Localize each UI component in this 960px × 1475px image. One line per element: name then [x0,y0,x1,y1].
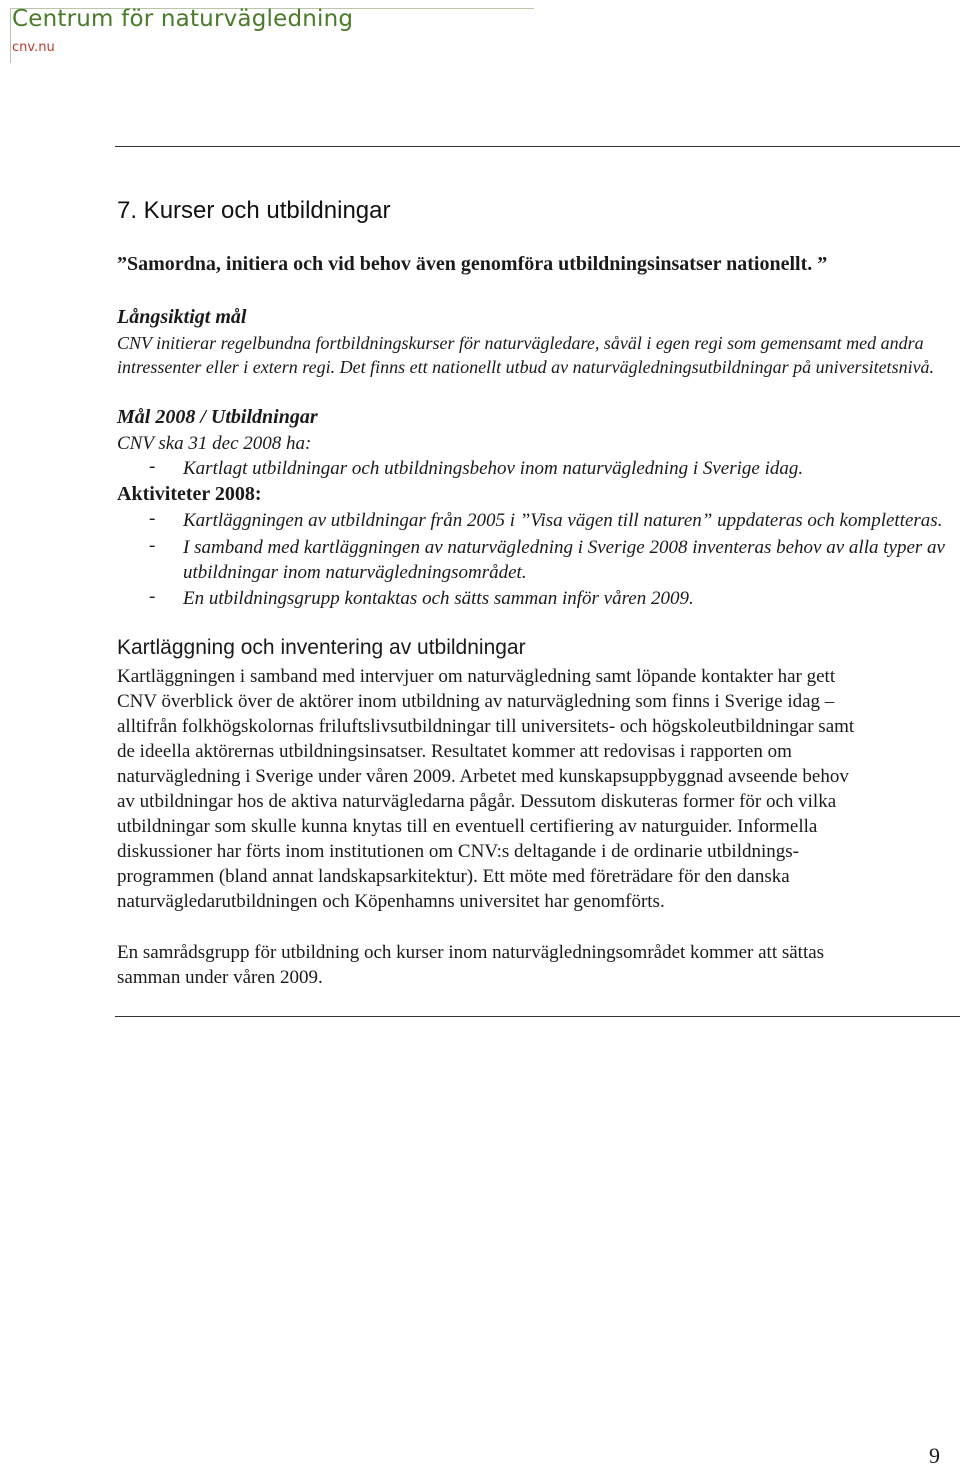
bullet-text: En utbildningsgrupp kontaktas och sätts samman inför våren 2009. [183,588,694,609]
closing-line: En samrådsgrupp för utbildning och kurser inom naturvägledningsområdet kommer att sättas [117,942,825,963]
bullet-dash: - [149,586,156,607]
section-end-divider [115,1016,960,1017]
closing-line: samman under våren 2009. [117,967,323,988]
org-site: cnv.nu [12,40,55,55]
activity-bullet [149,535,945,585]
mapping-line: programmen (bland annat landskapsarkitektur). Ett möte med företrädare för den danska [117,866,790,887]
bullet-text: Kartläggningen av utbildningar från 2005 i ”Visa vägen till naturen” uppdateras och kompletteras. [183,510,943,531]
org-logo-title: Centrum för naturvägledning [12,6,354,32]
goal-2008-heading: Mål 2008 / Utbildningar [117,406,318,428]
activity-bullet [149,586,694,611]
page-number: 9 [929,1443,940,1468]
section-title: 7. Kurser och utbildningar [117,197,391,224]
activity-bullet [149,508,942,533]
mapping-paragraph [117,664,854,914]
mapping-line: utbildningar som skulle kunna knytas till en eventuell certifiering av naturguider. Informella [117,816,818,837]
mapping-heading: Kartläggning och inventering av utbildningar [117,636,526,659]
mapping-line: Kartläggningen i samband med intervjuer om naturvägledning samt löpande kontakter har gett [117,666,836,687]
long-goal-line-2: intressenter eller i extern regi. Det finns ett nationellt utbud av naturvägledningsutbildningar på universitetsnivå. [117,357,935,377]
bullet-text: Kartlagt utbildningar och utbildningsbehov inom naturvägledning i Sverige idag. [183,458,804,479]
mapping-line: naturvägledning i Sverige under våren 2009. Arbetet med kunskapsuppbyggnad avseende behov [117,766,849,787]
mapping-line: de ideella aktörernas utbildningsinsatser. Resultatet kommer att redovisas i rapporten om [117,741,792,762]
header-divider [115,146,960,147]
activities-heading: Aktiviteter 2008: [117,483,262,505]
closing-paragraph [117,940,824,990]
section-lead: ”Samordna, initiera och vid behov även genomföra utbildningsinsatser nationellt. ” [117,253,828,275]
bullet-dash: - [149,535,156,556]
mapping-line: naturvägledarutbildningen och Köpenhamns universitet har genomförts. [117,891,665,912]
mapping-line: diskussioner har förts inom institutionen om CNV:s deltagande i de ordinarie utbildnings- [117,841,799,862]
mapping-line: av utbildningar hos de aktiva naturvägledarna pågår. Dessutom diskuteras former för och vilka [117,791,837,812]
bullet-dash: - [149,456,156,477]
bullet-text-line-2: utbildningar inom naturvägledningsområdet. [183,562,527,583]
mapping-line: alltifrån folkhögskolornas friluftslivsutbildningar till universitets- och högskoleutbildningar samt [117,716,855,737]
goal-2008-bullet [149,456,803,481]
logo-frame-left [10,8,11,63]
bullet-text-line-1: I samband med kartläggningen av naturvägledning i Sverige 2008 inventeras behov av alla typer av [183,537,945,558]
goal-2008-intro: CNV ska 31 dec 2008 ha: [117,433,312,454]
bullet-dash: - [149,508,156,529]
long-goal-line-1: CNV initierar regelbundna fortbildningskurser för naturvägledare, såväl i egen regi som gemensamt med andra [117,333,924,353]
mapping-line: CNV överblick över de aktörer inom utbildning av naturvägledning som finns i Sverige idag – [117,691,835,712]
long-goal-heading: Långsiktigt mål [117,306,247,328]
